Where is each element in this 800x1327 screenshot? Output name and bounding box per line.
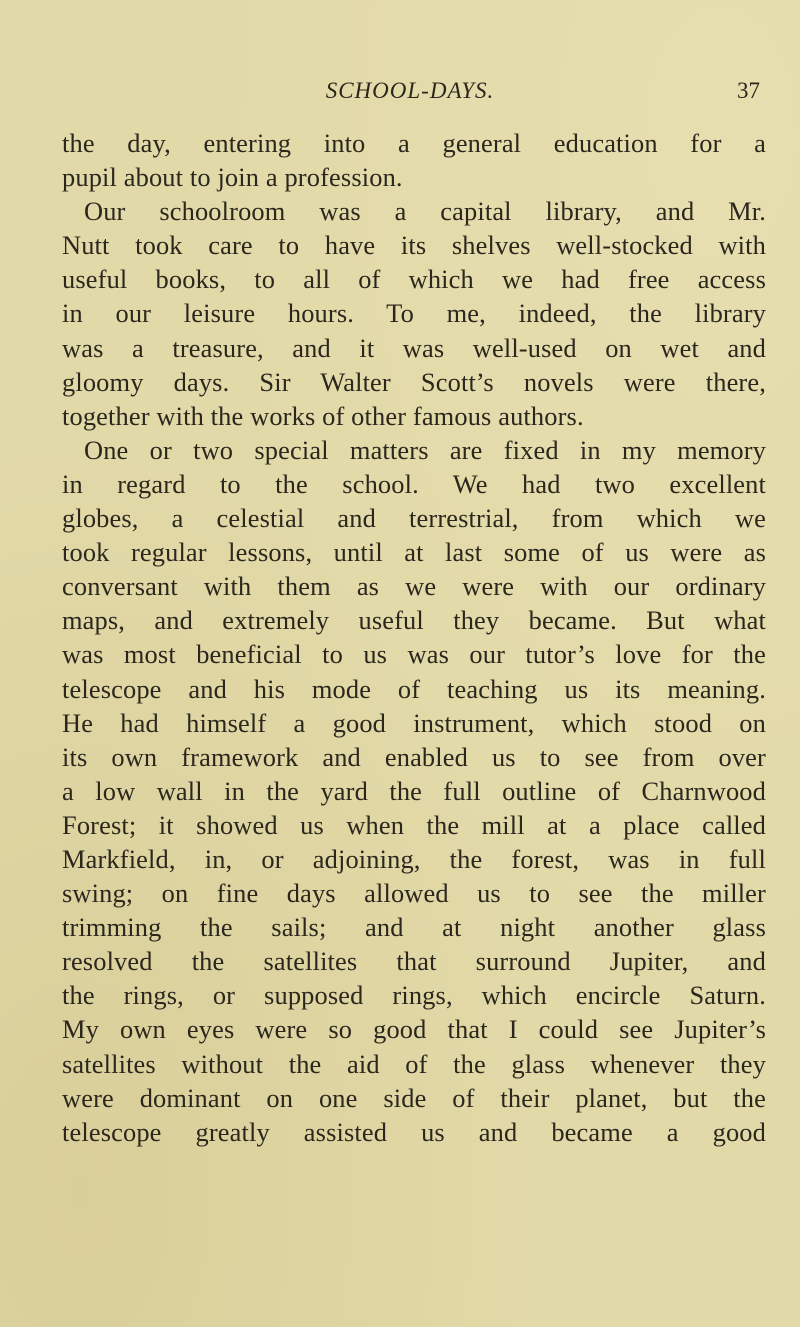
text-line: was most beneficial to us was our tutor’s love for the [62, 639, 766, 670]
text-line: was a treasure, and it was well-used on wet and [62, 332, 766, 363]
text-line: telescope and his mode of teaching us its meaning. [62, 673, 766, 704]
text-line: Forest; it showed us when the mill at a place called [62, 809, 766, 840]
text-line: My own eyes were so good that I could see Jupiter’s [62, 1014, 766, 1045]
text-line: He had himself a good instrument, which stood on [62, 707, 766, 738]
text-line: conversant with them as we were with our ordinary [62, 571, 766, 602]
text-line: in our leisure hours. To me, indeed, the library [62, 298, 766, 329]
text-line: Our schoolroom was a capital library, and Mr. [84, 196, 766, 227]
text-line: swing; on fine days allowed us to see the miller [62, 878, 766, 909]
text-line: the day, entering into a general education for a [62, 128, 766, 158]
text-line: took regular lessons, until at last some of us were as [62, 537, 766, 568]
page-number: 37 [737, 78, 760, 103]
text-line: were dominant on one side of their planet, but the [62, 1082, 766, 1113]
text-line: together with the works of other famous authors. [62, 400, 584, 431]
text-line: maps, and extremely useful they became. But what [62, 605, 766, 636]
text-line: globes, a celestial and terrestrial, from which we [62, 503, 766, 534]
text-line: satellites without the aid of the glass whenever they [62, 1048, 766, 1079]
text-line: useful books, to all of which we had free access [62, 264, 766, 295]
text-line: its own framework and enabled us to see from over [62, 741, 766, 772]
text-line: One or two special matters are fixed in my memory [84, 434, 766, 465]
text-line: gloomy days. Sir Walter Scott’s novels were there, [62, 366, 766, 397]
text-line: trimming the sails; and at night another glass [62, 912, 766, 943]
running-title: SCHOOL-DAYS. [325, 78, 495, 103]
text-line: Nutt took care to have its shelves well-stocked with [62, 230, 766, 261]
body-text [62, 126, 766, 1149]
text-line: resolved the satellites that surround Jupiter, and [62, 946, 766, 977]
text-line: the rings, or supposed rings, which encircle Saturn. [62, 980, 766, 1011]
text-line: a low wall in the yard the full outline of Charnwood [62, 775, 766, 806]
text-line: telescope greatly assisted us and became a good [62, 1116, 766, 1147]
text-line: pupil about to join a profession. [62, 162, 403, 193]
text-line: Markfield, in, or adjoining, the forest, was in full [62, 843, 766, 874]
text-line: in regard to the school. We had two excellent [62, 468, 766, 499]
running-head [60, 78, 760, 110]
